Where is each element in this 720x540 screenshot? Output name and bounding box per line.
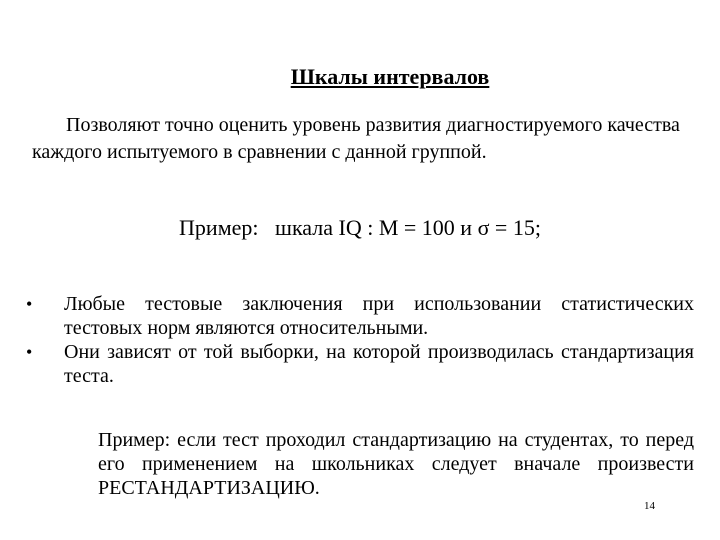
- bullet-text: Они зависят от той выборки, на которой производилась стандартизация теста.: [64, 341, 694, 387]
- slide-title: Шкалы интервалов: [290, 64, 490, 89]
- page-number: 14: [644, 500, 655, 512]
- bullet-text: Любые тестовые заключения при использовании статистических тестовых норм являются относительными.: [64, 293, 694, 339]
- bullet-list: [22, 292, 694, 388]
- bullet-item: [22, 340, 694, 388]
- bullet-marker: •: [26, 342, 33, 362]
- bullet-marker: •: [26, 294, 33, 314]
- restandardization-example: Пример: если тест проходил стандартизацию на студентах, то перед его применением на школьниках следует вначале произвести РЕСТАНДАРТИЗАЦИЮ.: [98, 429, 694, 499]
- intro-paragraph: Позволяют точно оценить уровень развития диагностируемого качества каждого испытуемого в сравнении с данной группой.: [32, 114, 680, 163]
- iq-example: Пример: шкала IQ : M = 100 и σ = 15;: [179, 215, 541, 240]
- bullet-item: [22, 292, 694, 340]
